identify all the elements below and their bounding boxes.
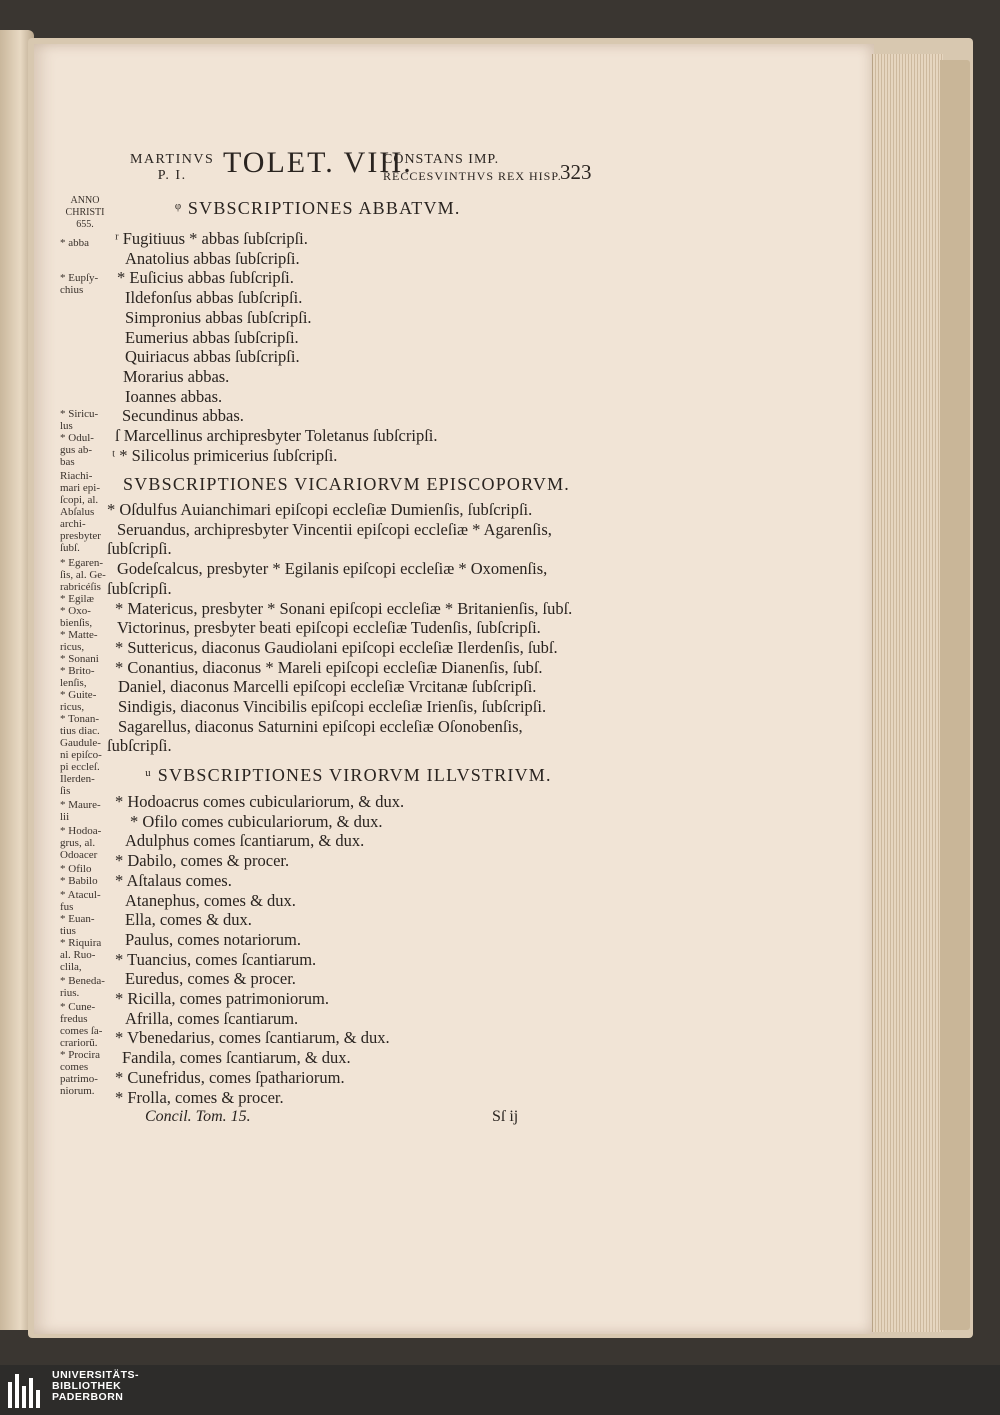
section-title-virorum: ᵘ SVBSCRIPTIONES VIRORVM ILLVSTRIVM. [145,765,552,785]
margin-note: ni epiſco- [60,749,102,761]
margin-note: * Atacul- [60,889,101,901]
header-right-line2: RECCESVINTHVS REX HISP. [383,169,562,183]
vir-illustris-line: * Aſtalaus comes. [115,870,232,890]
vicarius-line: ſubſcripſi. [107,736,172,756]
header-right [383,152,562,184]
margin-note: * Oxo- [60,605,91,617]
margin-note: * Eupſy- [60,272,99,284]
margin-note: presbyter [60,530,101,542]
header-left [130,152,214,184]
header-right-line1: CONSTANS IMP. [383,152,500,167]
vicarius-line: * Suttericus, diaconus Gaudiolani epiſcopi eccleſiæ Ilerdenſis, ſubſ. [115,637,558,657]
library-logo-icon [6,1372,46,1408]
vir-illustris-line: Atanephus, comes & dux. [125,890,296,910]
logo-line2: BIBLIOTHEK [52,1380,122,1392]
vir-illustris-line: Paulus, comes notariorum. [125,929,301,949]
margin-note: Abſalus [60,506,95,518]
margin-note: rius. [60,987,80,999]
margin-note: Riachi- [60,470,93,482]
abbas-line: ʳ Fugitiuus * abbas ſubſcripſi. [115,229,308,248]
margin-note: * Egaren- [60,557,104,569]
margin-note: * Euan- [60,913,95,925]
vir-illustris-line: * Ofilo comes cubiculariorum, & dux. [130,811,383,831]
vir-illustris-line: * Cunefridus, comes ſpathariorum. [115,1067,345,1087]
abbas-line: Anatolius abbas ſubſcripſi. [125,248,300,268]
margin-note: ſis [60,785,71,797]
page-number: 323 [560,160,592,184]
vir-illustris-line: Afrilla, comes ſcantiarum. [125,1008,299,1028]
vir-illustris-line: * Tuancius, comes ſcantiarum. [115,949,317,969]
header-left-line1: MARTINVS [130,152,215,167]
margin-note: bienſis, [60,617,93,629]
abbas-line: Secundinus abbas. [122,406,244,426]
margin-note: * Beneda- [60,975,105,987]
book-cover-edge [940,60,970,1330]
year-label: 655. [76,219,94,230]
margin-note: chius [60,284,84,296]
vir-illustris-line: * Ricilla, comes patrimoniorum. [115,989,330,1008]
vicarius-line: Victorinus, presbyter beati epiſcopi eccleſiæ Tudenſis, ſubſcripſi. [117,618,541,638]
margin-note: niorum. [60,1085,95,1097]
margin-note: * Procira [60,1049,101,1061]
margin-note: tius [60,925,76,937]
abbas-line: Morarius abbas. [123,366,230,386]
vicarius-line: Seruandus, archipresbyter Vincentii epiſcopi eccleſiæ * Agarenſis, [117,519,552,539]
margin-note: Gaudule- [60,737,101,749]
abbas-line: Quiriacus abbas ſubſcripſi. [125,347,300,367]
margin-note: * Maure- [60,799,101,811]
margin-note: Odoacer [60,849,98,861]
margin-note: comes [60,1061,89,1073]
footer-catchword: Concil. Tom. 15. [145,1108,251,1125]
margin-note: * Odul- [60,432,94,444]
margin-note: * Ofilo [60,863,92,875]
vicarius-line: Sagarellus, diaconus Saturnini epiſcopi eccleſiæ Oſonobenſis, [118,716,523,736]
margin-note: * Cune- [60,1001,96,1013]
vicarius-line: ſubſcripſi. [107,539,172,559]
vicarius-line: Daniel, diaconus Marcelli epiſcopi eccleſiæ Vrcitanæ ſubſcripſi. [118,677,537,697]
margin-note: ricus, [60,701,85,713]
abbas-line: ſ Marcellinus archipresbyter Toletanus ſubſcripſi. [115,426,438,445]
abbas-line: ᵗ * Silicolus primicerius ſubſcripſi. [112,445,338,465]
margin-note: lus [60,420,73,432]
vicarius-line: * Oſdulfus Auianchimari epiſcopi eccleſiæ Dumienſis, ſubſcripſi. [107,500,533,519]
header-left-line2: P. I. [157,168,187,183]
margin-note: tius diac. [60,725,100,737]
margin-note: fredus [60,1013,88,1025]
margin-note: ſubſ. [60,542,80,554]
vir-illustris-line: Euredus, comes & procer. [125,969,296,989]
logo-line1: UNIVERSITÄTS- [52,1369,140,1381]
margin-note: * Siricu- [60,408,99,420]
margin-note: gus ab- [60,444,93,456]
margin-note: clila, [60,961,82,973]
margin-note: Ilerden- [60,773,95,785]
vicarius-line: * Conantius, diaconus * Mareli epiſcopi eccleſiæ Dianenſis, ſubſ. [115,657,543,677]
abbas-line: Ioannes abbas. [125,386,223,406]
margin-note: * Riquira [60,937,102,949]
margin-note: fus [60,901,74,913]
anno-christi [60,195,110,231]
margin-note: crariorũ. [60,1037,98,1049]
header-title: TOLET. VIII. [223,146,413,179]
margin-note: lenſis, [60,677,87,689]
vir-illustris-line: * Vbenedarius, comes ſcantiarum, & dux. [115,1028,390,1048]
vicarius-line: ſubſcripſi. [107,578,172,598]
margin-note: mari epi- [60,482,101,494]
vir-illustris-line: * Frolla, comes & procer. [115,1087,284,1107]
margin-note: * Hodoa- [60,825,102,837]
margin-note: pi eccleſ. [60,761,100,773]
margin-note: ſis, al. Ge- [60,569,106,581]
vir-illustris-line: Fandila, comes ſcantiarum, & dux. [122,1048,351,1068]
abbas-line: * Euſicius abbas ſubſcripſi. [117,268,294,288]
library-logo-text [52,1370,139,1403]
margin-note: * Sonani [60,653,99,665]
margin-note: * Guite- [60,689,97,701]
section-title-vicariorum: SVBSCRIPTIONES VICARIORVM EPISCOPORVM. [123,474,570,494]
section-title-abbatum: ᵠ SVBSCRIPTIONES ABBATVM. [175,198,461,218]
abbas-line: Eumerius abbas ſubſcripſi. [125,327,299,347]
margin-note: patrimo- [60,1073,98,1085]
margin-note: * Egilæ [60,593,94,605]
margin-note: archi- [60,518,86,530]
abbas-line: Simpronius abbas ſubſcripſi. [125,307,312,327]
margin-note: comes ſa- [60,1025,103,1037]
margin-note: rabricéſis [60,581,101,593]
vir-illustris-line: Ella, comes & dux. [125,910,252,930]
footer-signature: Sſ ij [492,1108,519,1125]
margin-note: bas [60,456,75,468]
margin-note: * Brito- [60,665,95,677]
library-footer-bar [0,1365,1000,1415]
vicarius-line: Sindigis, diaconus Vincibilis epiſcopi eccleſiæ Irienſis, ſubſcripſi. [118,697,547,716]
vir-illustris-line: * Hodoacrus comes cubiculariorum, & dux. [115,792,405,811]
vicarius-line: Godeſcalcus, presbyter * Egilanis epiſcopi eccleſiæ * Oxomenſis, [117,559,548,579]
margin-note: ricus, [60,641,85,653]
logo-line3: PADERBORN [52,1391,124,1403]
vir-illustris-line: Adulphus comes ſcantiarum, & dux. [125,831,365,851]
margin-note: grus, al. [60,837,96,849]
margin-note: lii [60,811,70,823]
margin-note: * Babilo [60,875,98,887]
anno-label: ANNO [70,195,100,206]
christi-label: CHRISTI [65,207,105,218]
margin-note: * Matte- [60,629,98,641]
vicarius-line: * Matericus, presbyter * Sonani epiſcopi eccleſiæ * Britanienſis, ſubſ. [115,598,573,618]
margin-note: * abba [60,237,90,249]
abbas-line: Ildefonſus abbas ſubſcripſi. [125,288,303,308]
margin-note: * Tonan- [60,713,100,725]
page-edges [872,54,943,1332]
margin-note: al. Ruo- [60,949,96,961]
margin-note: ſcopi, al. [60,494,99,506]
vir-illustris-line: * Dabilo, comes & procer. [115,851,290,871]
